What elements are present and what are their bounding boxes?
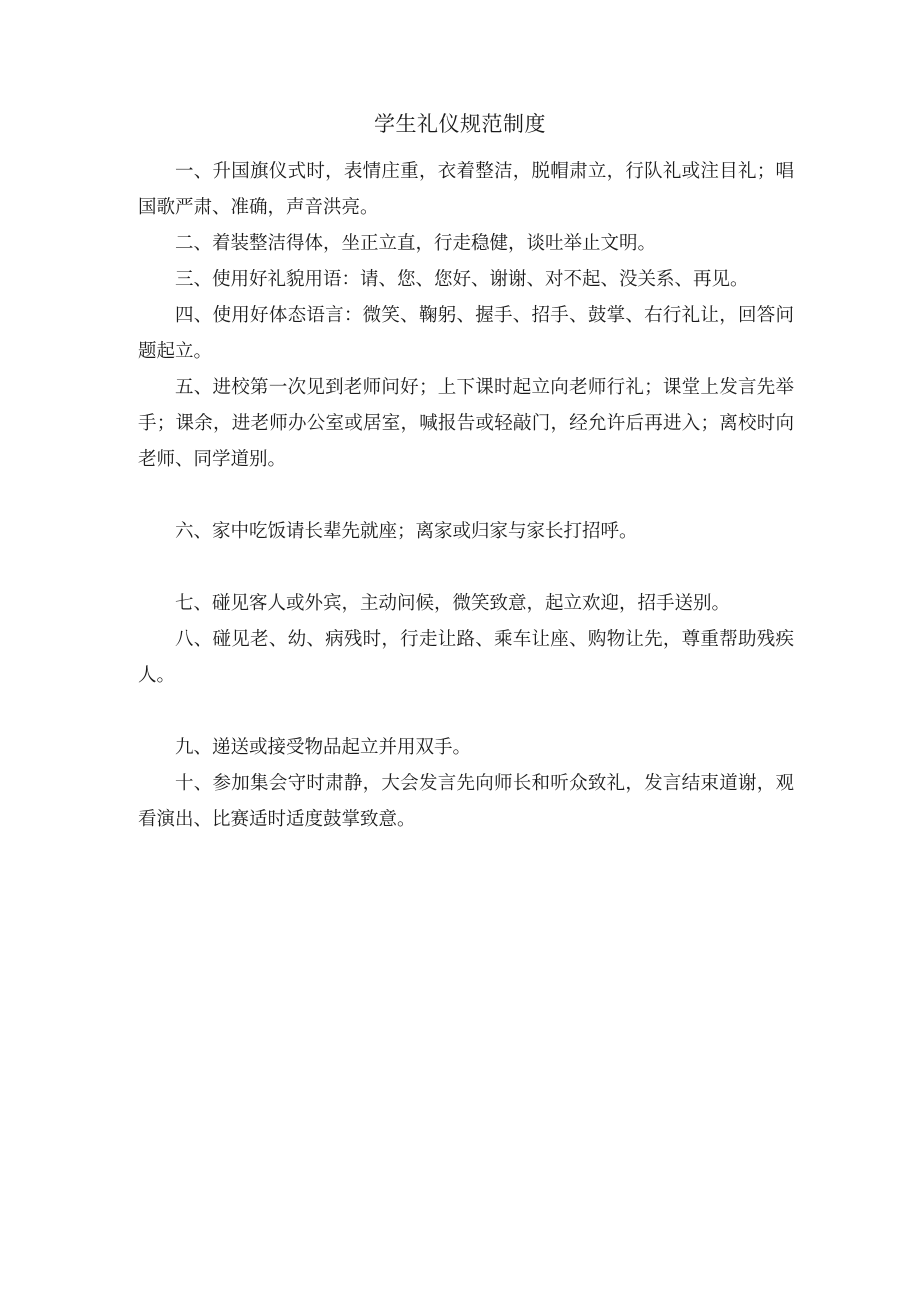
rule-paragraph-1: 一、升国旗仪式时，表情庄重，衣着整洁，脱帽肃立，行队礼或注目礼；唱国歌严肃、准确，声音洪亮。 bbox=[138, 161, 794, 218]
rule-paragraph-3: 三、使用好礼貌用语：请、您、您好、谢谢、对不起、没关系、再见。 bbox=[175, 269, 749, 290]
rule-paragraph-4: 四、使用好体态语言：微笑、鞠躬、握手、招手、鼓掌、右行礼让，回答问题起立。 bbox=[138, 305, 794, 362]
rule-paragraph-8: 八、碰见老、幼、病残时，行走让路、乘车让座、购物让先，尊重帮助残疾人。 bbox=[138, 629, 794, 686]
rule-paragraph-6: 六、家中吃饭请长辈先就座；离家或归家与家长打招呼。 bbox=[175, 521, 638, 542]
rule-paragraph-10: 十、参加集会守时肃静，大会发言先向师长和听众致礼，发言结束道谢，观看演出、比赛适时适度鼓掌致意。 bbox=[138, 773, 794, 830]
document-body bbox=[138, 154, 794, 838]
rule-paragraph-9: 九、递送或接受物品起立并用双手。 bbox=[175, 737, 472, 758]
rule-paragraph-2: 二、着装整洁得体，坐正立直，行走稳健，谈吐举止文明。 bbox=[175, 233, 657, 254]
document-title: 学生礼仪规范制度 bbox=[374, 112, 546, 136]
rule-paragraph-7: 七、碰见客人或外宾，主动问候，微笑致意，起立欢迎，招手送别。 bbox=[175, 593, 731, 614]
rule-paragraph-5: 五、进校第一次见到老师问好；上下课时起立向老师行礼；课堂上发言先举手；课余，进老师办公室或居室，喊报告或轻敲门，经允许后再进入；离校时向老师、同学道别。 bbox=[138, 377, 794, 470]
